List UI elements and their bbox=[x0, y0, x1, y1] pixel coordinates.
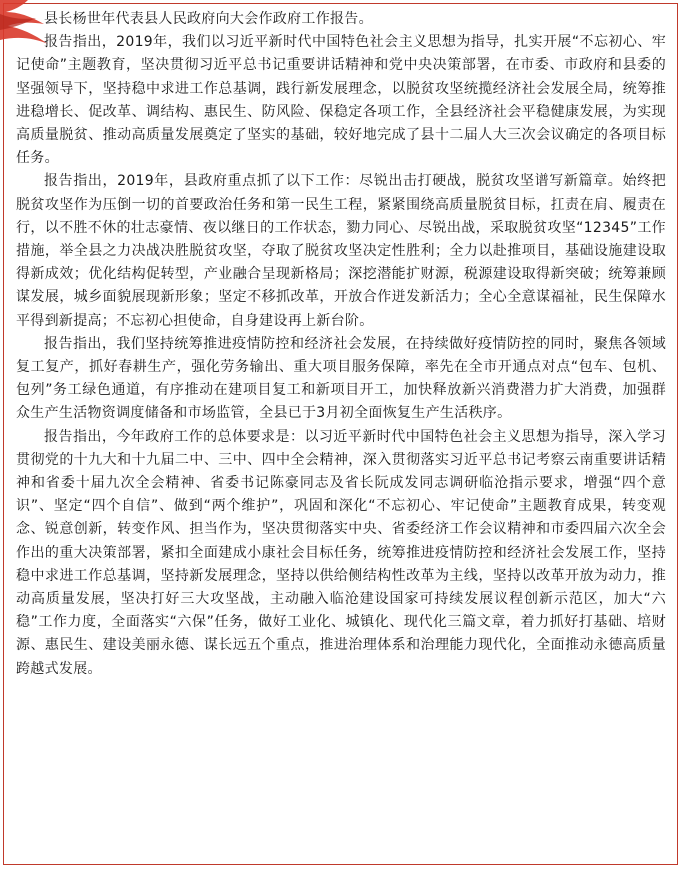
article-paragraph-1: 县长杨世年代表县人民政府向大会作政府工作报告。 bbox=[44, 11, 373, 27]
article-paragraph-2: 报告指出，2019年，我们以习近平新时代中国特色社会主义思想为指导，扎实开展“不忘初心、牢记使命”主题教育，坚决贯彻习近平总书记重要讲话精神和党中央决策部署，在市委、市政府和县委的坚强领导下，坚持稳中求进工作总基调，践行新发展理念，以脱贫攻坚统揽经济社会发展全局，统筹推进稳增长、促改革、调结构、惠民生、防风险、保稳定各项工作，全县经济社会平稳健康发展，为实现高质量脱贫、推动高质量发展奠定了坚实的基础，较好地完成了县十二届人大三次会议确定的各项目标任务。 bbox=[16, 34, 666, 167]
article-body bbox=[16, 8, 666, 681]
article-paragraph-5: 报告指出，今年政府工作的总体要求是：以习近平新时代中国特色社会主义思想为指导，深入学习贯彻党的十九大和十九届二中、三中、四中全会精神，深入贯彻落实习近平总书记考察云南重要讲话精神和省委十届九次全会精神、省委书记陈豪同志及省长阮成发同志调研临沧指示要求，增强“四个意识”、坚定“四个自信”、做到“两个维护”，巩固和深化“不忘初心、牢记使命”主题教育成果，转变观念、锐意创新，转变作风、担当作为，坚决贯彻落实中央、省委经济工作会议精神和市委四届六次全会作出的重大决策部署，紧扣全面建成小康社会目标任务，统筹推进疫情防控和经济社会发展工作，坚持稳中求进工作总基调，坚持新发展理念，坚持以供给侧结构性改革为主线，坚持以改革开放为动力，推动高质量发展，坚决打好三大攻坚战，主动融入临沧建设国家可持续发展议程创新示范区，加大“六稳”工作力度，全面落实“六保”任务，做好工业化、城镇化、现代化三篇文章，着力抓好打基础、培财源、惠民生、建设美丽永德、谋长远五个重点，推进治理体系和治理能力现代化，全面推动永德高质量跨越式发展。 bbox=[16, 428, 666, 677]
article-paragraph-4: 报告指出，我们坚持统筹推进疫情防控和经济社会发展，在持续做好疫情防控的同时，聚焦各领域复工复产，抓好春耕生产，强化劳务输出、重大项目服务保障，率先在全市开通点对点“包车、包机、包列”务工绿色通道，有序推动在建项目复工和新项目开工，加快释放新兴消费潜力扩大消费，加强群众生产生活物资调度储备和市场监管，全县已于3月初全面恢复生产生活秩序。 bbox=[16, 335, 666, 422]
article-paragraph-3: 报告指出，2019年，县政府重点抓了以下工作：尽锐出击打硬战，脱贫攻坚谱写新篇章。始终把脱贫攻坚作为压倒一切的首要政治任务和第一民生工程，紧紧围绕高质量脱贫目标，扛责在肩、履责在行，以不胜不休的壮志豪情、夜以继日的工作状态，勠力同心、尽锐出战，采取脱贫攻坚“12345”工作措施，举全县之力决战决胜脱贫攻坚，夺取了脱贫攻坚决定性胜利；全力以赴推项目，基础设施建设取得新成效；优化结构促转型，产业融合呈现新格局；深挖潜能扩财源，税源建设取得新突破；统筹兼顾谋发展，城乡面貌展现新形象；坚定不移抓改革，开放合作迸发新活力；全心全意谋福祉，民生保障水平得到新提高；不忘初心担使命，自身建设再上新台阶。 bbox=[16, 173, 666, 329]
